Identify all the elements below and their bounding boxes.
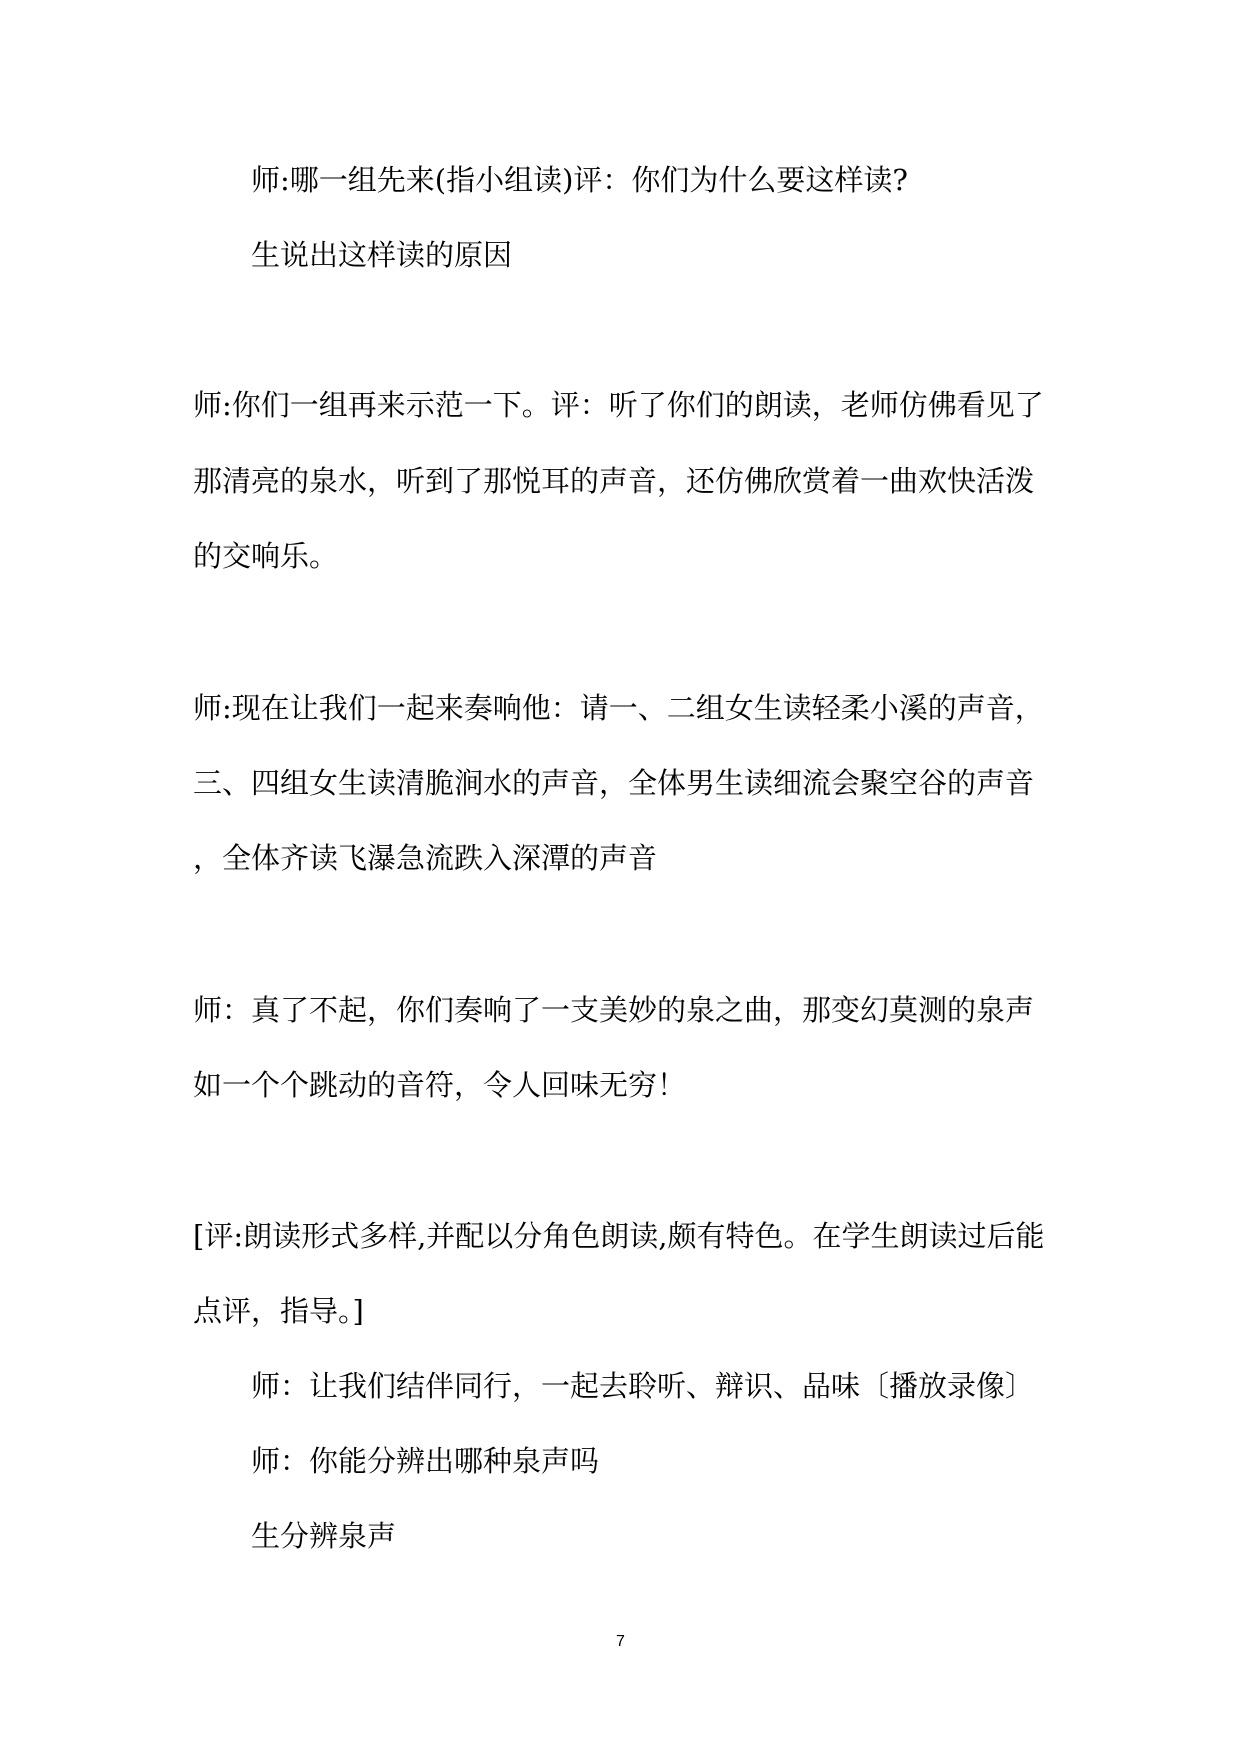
text-line-1: 师:哪一组先来(指小组读)评：你们为什么要这样读?: [251, 163, 908, 197]
text-line-11: [评:朗读形式多样,并配以分角色朗读,颇有特色。在学生朗读过后能: [193, 1219, 1045, 1253]
text-line-3: 师:你们一组再来示范一下。评：听了你们的朗读，老师仿佛看见了: [193, 388, 1044, 422]
text-line-6: 师:现在让我们一起来奏响他：请一、二组女生读轻柔小溪的声音，: [193, 691, 1044, 725]
text-line-12: 点评，指导。]: [193, 1294, 364, 1328]
text-line-15: 生分辨泉声: [251, 1519, 397, 1553]
text-line-2: 生说出这样读的原因: [251, 238, 513, 272]
text-line-8: ，全体齐读飞瀑急流跌入深潭的声音: [193, 841, 658, 875]
text-line-7: 三、四组女生读清脆涧水的声音，全体男生读细流会聚空谷的声音: [193, 766, 1035, 800]
page-number: 7: [616, 1633, 625, 1650]
text-line-13: 师：让我们结伴同行，一起去聆听、辩识、品味〔播放录像〕: [251, 1369, 1035, 1403]
text-line-9: 师：真了不起，你们奏响了一支美妙的泉之曲，那变幻莫测的泉声: [193, 993, 1035, 1027]
text-line-10: 如一个个跳动的音符，令人回味无穷！: [193, 1068, 687, 1102]
text-line-14: 师：你能分辨出哪种泉声吗: [251, 1444, 600, 1478]
text-line-5: 的交响乐。: [193, 539, 339, 573]
text-line-4: 那清亮的泉水，听到了那悦耳的声音，还仿佛欣赏着一曲欢快活泼: [193, 464, 1035, 498]
